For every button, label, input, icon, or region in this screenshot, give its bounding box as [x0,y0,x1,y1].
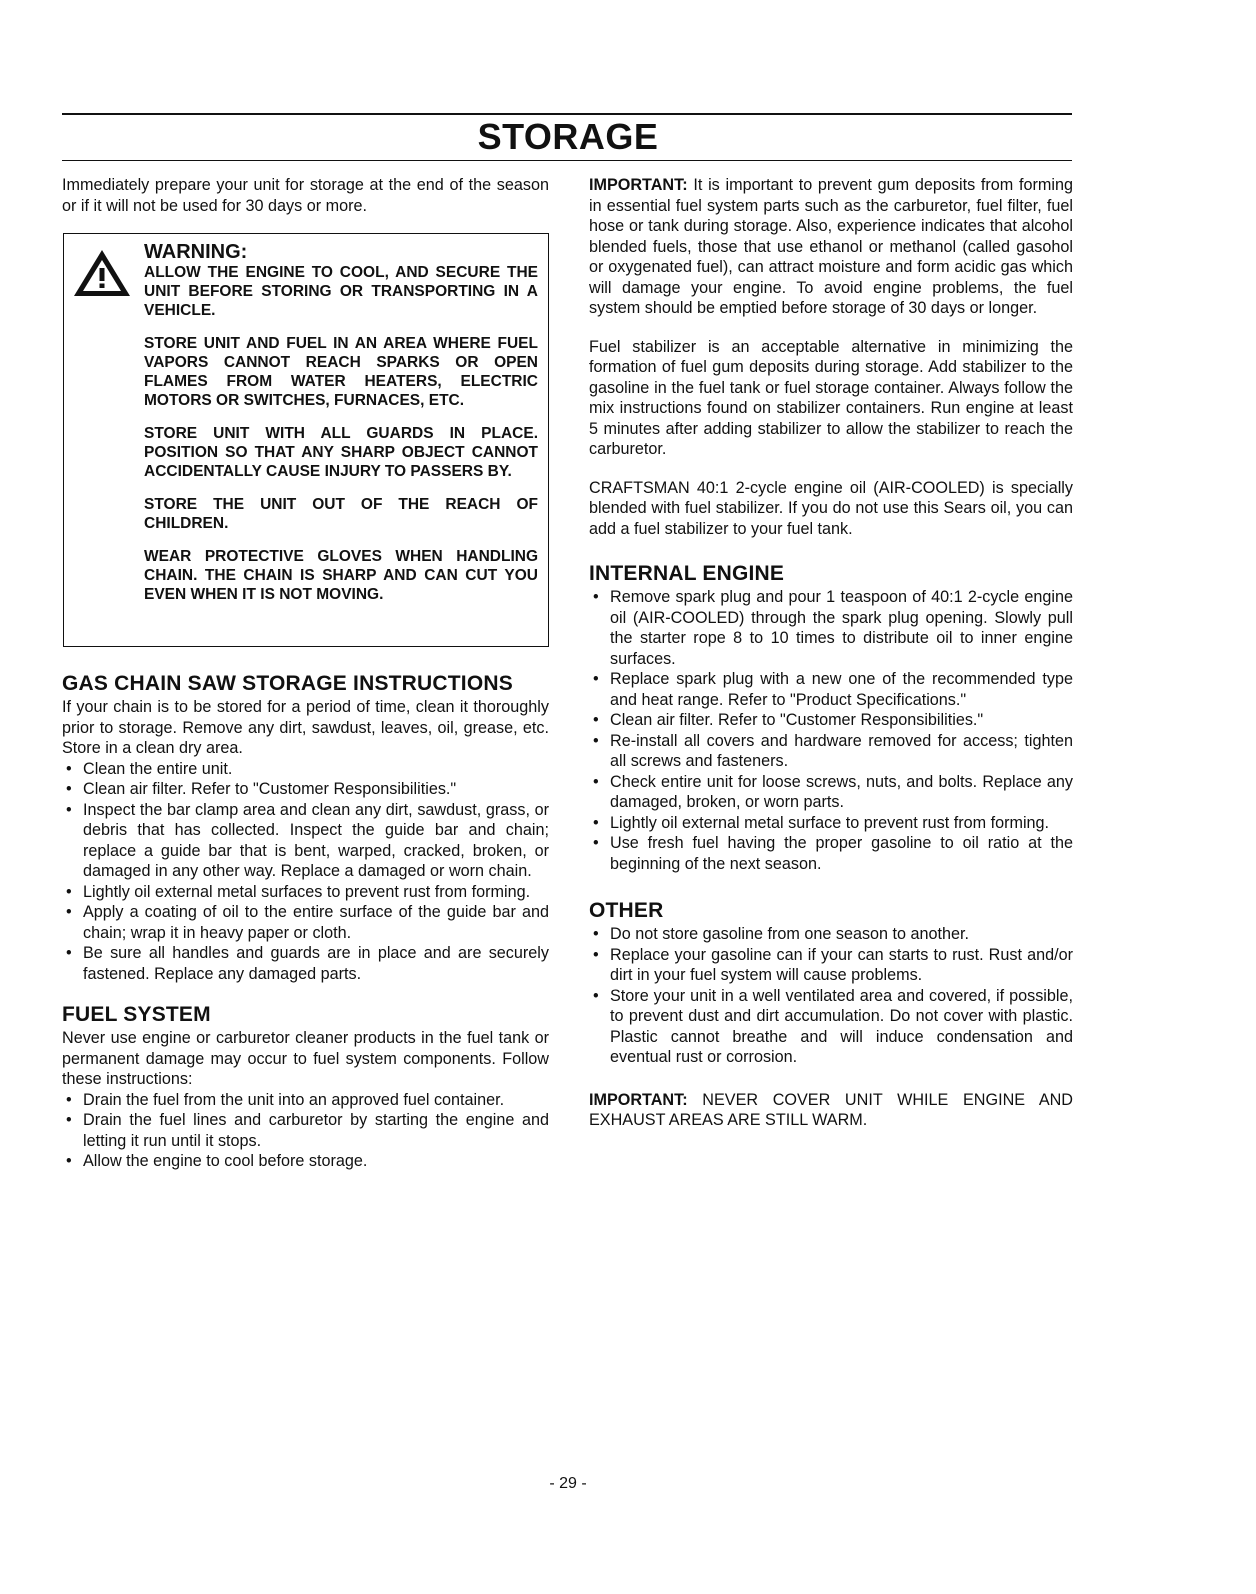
top-rule [62,113,1072,115]
warning-box [63,233,549,647]
important-note-2 [589,1090,1073,1131]
list-item: • Check entire unit for loose screws, nuts, and bolts. Replace any damaged, broken, or worn parts. [589,772,1073,813]
list-item: • Do not store gasoline from one season to another. [589,924,1073,945]
fuel-system-heading: FUEL SYSTEM [62,1003,211,1026]
list-item: • Remove spark plug and pour 1 teaspoon of 40:1 2-cycle engine oil (AIR-COOLED) through the spark plug opening. Slowly pull the starter rope 8 to 10 times to distribute oil to inner engine surfaces. [589,587,1073,669]
warning-paragraph: STORE THE UNIT OUT OF THE REACH OF CHILDREN. [144,496,538,532]
storage-instructions-heading: GAS CHAIN SAW STORAGE INSTRUCTIONS [62,672,513,695]
list-item: • Inspect the bar clamp area and clean any dirt, sawdust, grass, or debris that has collected. Inspect the guide bar and chain; replace a guide bar that is bent, warped, cracked, broken, or damaged in any other way. Replace a damaged or worn chain. [62,800,549,882]
list-item: • Apply a coating of oil to the entire surface of the guide bar and chain; wrap it in heavy paper or cloth. [62,902,549,943]
warning-paragraph: STORE UNIT AND FUEL IN AN AREA WHERE FUEL VAPORS CANNOT REACH SPARKS OR OPEN FLAMES FROM WATER HEATERS, ELECTRIC MOTORS OR SWITCHES, FURNACES, ETC. [144,335,538,409]
storage-instructions-list [62,759,549,985]
list-item: • Replace spark plug with a new one of the recommended type and heat range. Refer to "Product Specifications." [589,669,1073,710]
fuel-system-list [62,1090,549,1172]
important-note-1 [589,175,1073,319]
warning-triangle-icon [72,248,132,298]
list-item: • Lightly oil external metal surface to prevent rust from forming. [589,813,1073,834]
list-item: • Clean air filter. Refer to "Customer Responsibilities." [589,710,1073,731]
list-item: • Be sure all handles and guards are in place and are securely fastened. Replace any damaged parts. [62,943,549,984]
left-column [62,175,549,1172]
warning-paragraph: ALLOW THE ENGINE TO COOL, AND SECURE THE UNIT BEFORE STORING OR TRANSPORTING IN A VEHICLE. [144,264,538,319]
storage-instructions-intro: If your chain is to be stored for a period of time, clean it thoroughly prior to storage. Remove any dirt, sawdust, leaves, oil, grease, etc. Store in a clean dry area. [62,698,549,757]
warning-paragraph: WEAR PROTECTIVE GLOVES WHEN HANDLING CHAIN. THE CHAIN IS SHARP AND CAN CUT YOU EVEN WHEN IT IS NOT MOVING. [144,548,538,603]
warning-heading: WARNING: [144,241,248,263]
intro-paragraph: Immediately prepare your unit for storage at the end of the season or if it will not be used for 30 days or more. [62,176,549,215]
page-title: STORAGE [477,116,659,157]
list-item: • Lightly oil external metal surfaces to prevent rust from forming. [62,882,549,903]
other-list [589,924,1073,1068]
list-item: • Clean air filter. Refer to "Customer Responsibilities." [62,779,549,800]
other-heading: OTHER [589,899,664,922]
title-underline [62,160,1072,161]
important-label: IMPORTANT: [589,1090,688,1109]
right-column [589,175,1073,1131]
important-text: NEVER COVER UNIT WHILE ENGINE AND EXHAUST AREAS ARE STILL WARM. [589,1090,1073,1129]
page-number: - 29 - [549,1475,587,1492]
list-item: • Replace your gasoline can if your can starts to rust. Rust and/or dirt in your fuel system will cause problems. [589,945,1073,986]
craftsman-paragraph: CRAFTSMAN 40:1 2-cycle engine oil (AIR-COOLED) is specially blended with fuel stabilizer. If you do not use this Sears oil, you can add a fuel stabilizer to your fuel tank. [589,478,1073,538]
list-item: • Drain the fuel lines and carburetor by starting the engine and letting it run until it stops. [62,1110,549,1151]
list-item: • Allow the engine to cool before storage. [62,1151,549,1172]
internal-engine-heading: INTERNAL ENGINE [589,562,785,585]
list-item: • Use fresh fuel having the proper gasoline to oil ratio at the beginning of the next season. [589,833,1073,874]
list-item: • Re-install all covers and hardware removed for access; tighten all screws and fasteners. [589,731,1073,772]
list-item: • Store your unit in a well ventilated area and covered, if possible, to prevent dust and dirt accumulation. Do not cover with plastic. Plastic cannot breathe and will induce condensation and eventual rust or corrosion. [589,986,1073,1068]
important-text: It is important to prevent gum deposits from forming in essential fuel system parts such as the carburetor, fuel filter, fuel hose or tank during storage. Also, experience indicates that alcohol blended fuels, those that use ethanol or methanol (called gasohol or oxygenated fuel), can attract moisture and form acidic gas which will damage your engine. To avoid engine problems, the fuel system should be emptied before storage of 30 days or longer. [589,176,1073,317]
important-label: IMPORTANT: [589,176,688,194]
stabilizer-paragraph: Fuel stabilizer is an acceptable alternative in minimizing the formation of fuel gum deposits during storage. Add stabilizer to the gasoline in the fuel tank or fuel storage container. Always follow the mix instructions found on stabilizer containers. Run engine at least 5 minutes after adding stabilizer to allow the stabilizer to reach the carburetor. [589,337,1073,458]
fuel-system-intro: Never use engine or carburetor cleaner products in the fuel tank or permanent damage may occur to fuel system components. Follow these instructions: [62,1029,549,1088]
internal-engine-list [589,587,1073,874]
warning-paragraph: STORE UNIT WITH ALL GUARDS IN PLACE. POSITION SO THAT ANY SHARP OBJECT CANNOT ACCIDENTALLY CAUSE INJURY TO PASSERS BY. [144,425,538,480]
list-item: • Clean the entire unit. [62,759,549,780]
list-item: • Drain the fuel from the unit into an approved fuel container. [62,1090,549,1111]
